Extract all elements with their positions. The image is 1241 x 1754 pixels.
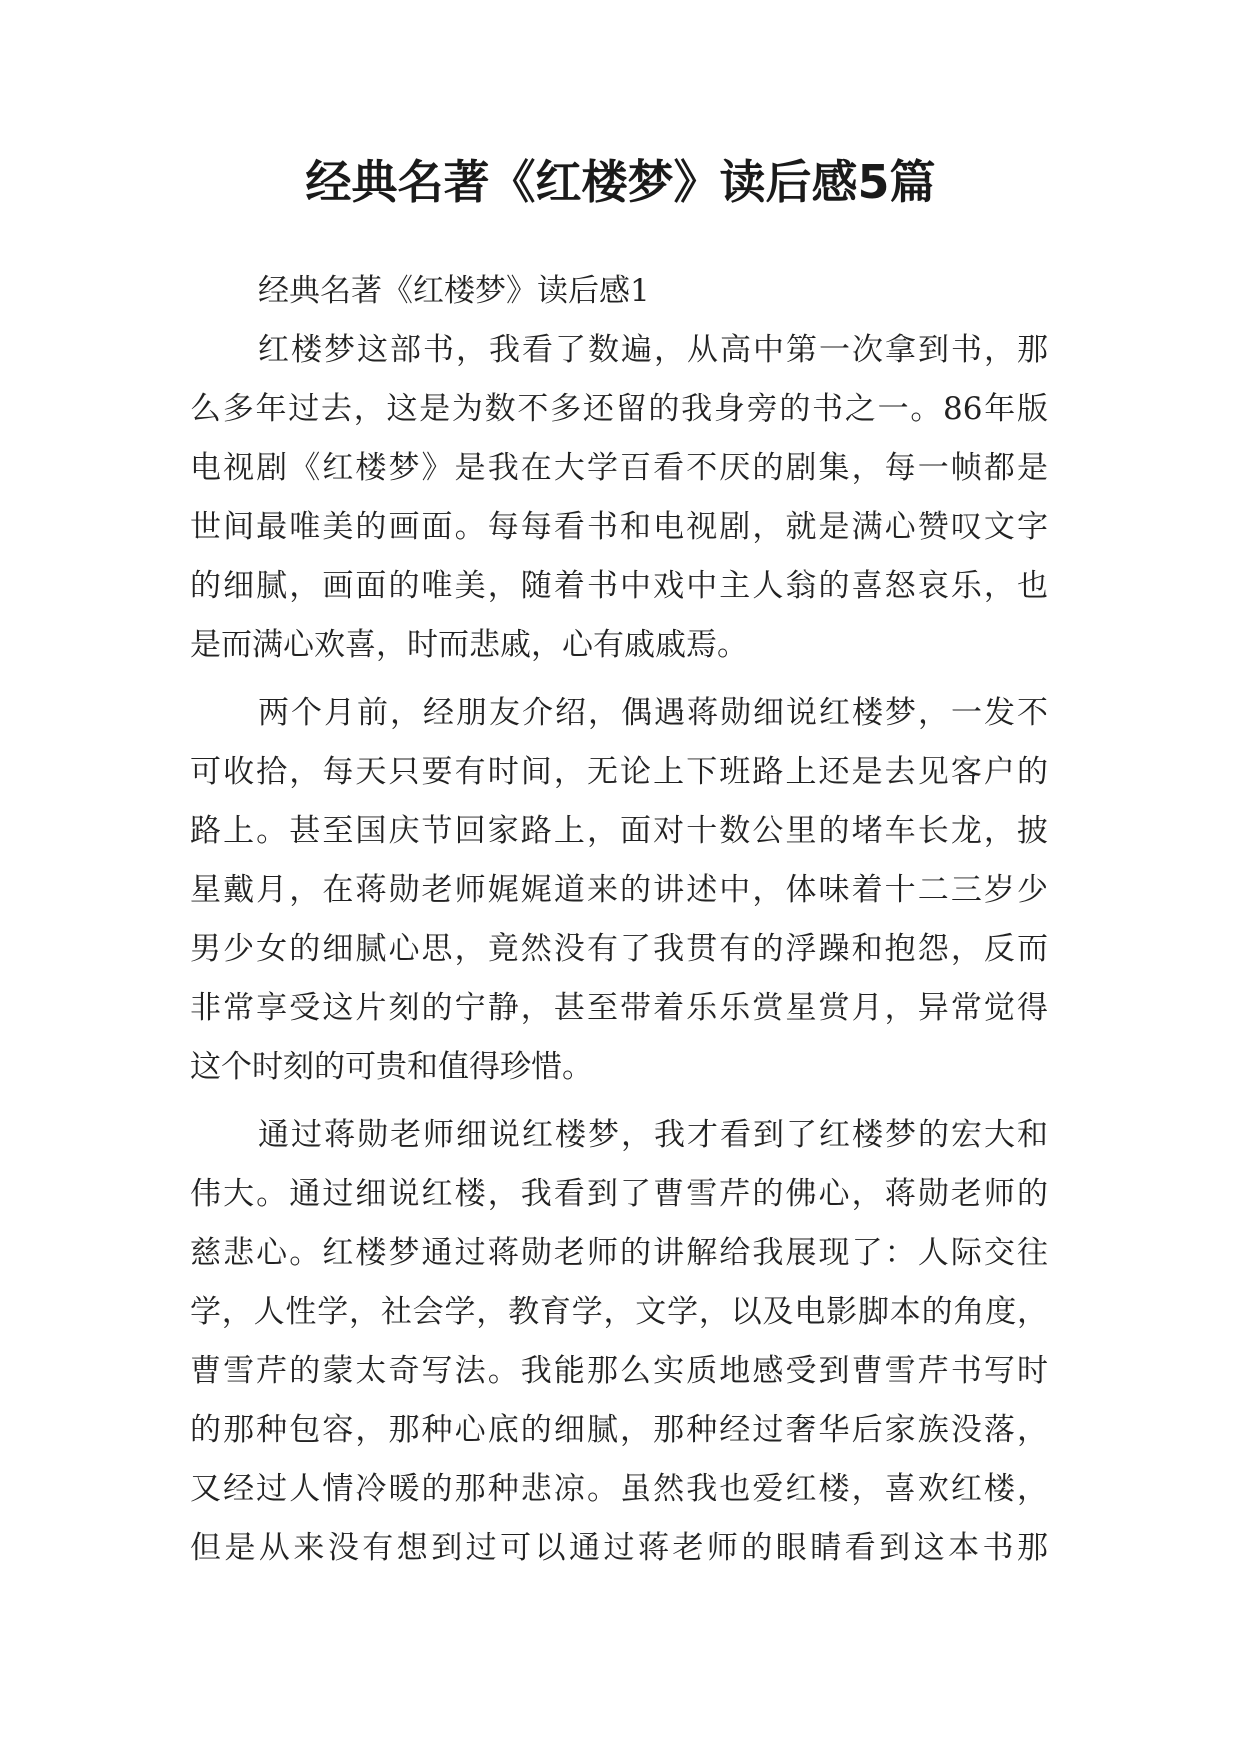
paragraph-line: 的那种包容，那种心底的细腻，那种经过奢华后家族没落， [190, 1412, 1048, 1448]
paragraph-line: 星戴月，在蒋勋老师娓娓道来的讲述中，体味着十二三岁少 [190, 872, 1048, 908]
paragraph-line: 通过蒋勋老师细说红楼梦，我才看到了红楼梦的宏大和 [258, 1117, 1048, 1153]
paragraph-line: 两个月前，经朋友介绍，偶遇蒋勋细说红楼梦，一发不 [258, 695, 1048, 731]
paragraph-line: 又经过人情冷暖的那种悲凉。虽然我也爱红楼，喜欢红楼， [190, 1471, 1048, 1507]
paragraph-line: 这个时刻的可贵和值得珍惜。 [190, 1049, 593, 1085]
paragraph-line: 伟大。通过细说红楼，我看到了曹雪芹的佛心，蒋勋老师的 [190, 1176, 1048, 1212]
paragraph-line: 的细腻，画面的唯美，随着书中戏中主人翁的喜怒哀乐，也 [190, 568, 1048, 604]
paragraph-line: 男少女的细腻心思，竟然没有了我贯有的浮躁和抱怨，反而 [190, 931, 1048, 967]
paragraph-line: 但是从来没有想到过可以通过蒋老师的眼睛看到这本书那 [190, 1530, 1048, 1566]
document-title: 经典名著《红楼梦》读后感5篇 [305, 155, 936, 209]
paragraph-line: 世间最唯美的画面。每每看书和电视剧，就是满心赞叹文字 [190, 509, 1048, 545]
section-heading: 经典名著《红楼梦》读后感1 [258, 273, 650, 309]
paragraph-line: 电视剧《红楼梦》是我在大学百看不厌的剧集，每一帧都是 [190, 450, 1048, 486]
paragraph-line: 红楼梦这部书，我看了数遍，从高中第一次拿到书，那 [258, 332, 1048, 368]
paragraph-line: 曹雪芹的蒙太奇写法。我能那么实质地感受到曹雪芹书写时 [190, 1353, 1048, 1389]
paragraph-line: 学，人性学，社会学，教育学，文学，以及电影脚本的角度， [190, 1294, 1048, 1330]
paragraph-line: 可收拾，每天只要有时间，无论上下班路上还是去见客户的 [190, 754, 1048, 790]
paragraph-line: 么多年过去，这是为数不多还留的我身旁的书之一。86年版 [190, 391, 1048, 427]
paragraph-line: 慈悲心。红楼梦通过蒋勋老师的讲解给我展现了：人际交往 [190, 1235, 1048, 1271]
paragraph-line: 是而满心欢喜，时而悲戚，心有戚戚焉。 [190, 627, 748, 663]
paragraph-line: 路上。甚至国庆节回家路上，面对十数公里的堵车长龙，披 [190, 813, 1048, 849]
paragraph-line: 非常享受这片刻的宁静，甚至带着乐乐赏星赏月，异常觉得 [190, 990, 1048, 1026]
document-body [190, 262, 1048, 1578]
